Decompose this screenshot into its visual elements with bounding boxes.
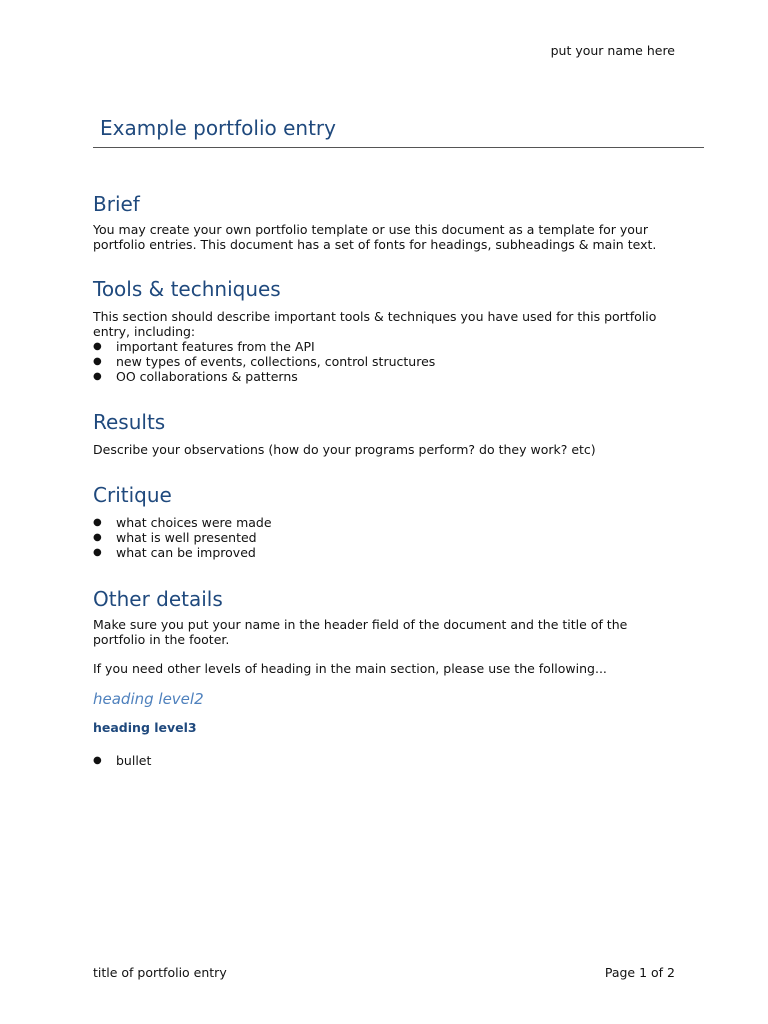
bullet-icon: ● bbox=[93, 356, 102, 367]
section-heading-other-details: Other details bbox=[93, 587, 223, 611]
footer-title: title of portfolio entry bbox=[93, 965, 227, 980]
list-item: ● new types of events, collections, control structures bbox=[93, 354, 436, 369]
section-heading-results: Results bbox=[93, 410, 166, 434]
list-item: ● OO collaborations & patterns bbox=[93, 369, 298, 384]
tools-bullet-list bbox=[93, 339, 683, 384]
section-heading-tools: Tools & techniques bbox=[93, 277, 281, 301]
critique-bullet-list bbox=[93, 515, 683, 560]
bullet-icon: ● bbox=[93, 547, 102, 558]
results-paragraph: Describe your observations (how do your programs perform? do they work? etc) bbox=[93, 442, 596, 457]
bullet-icon: ● bbox=[93, 532, 102, 543]
brief-paragraph: You may create your own portfolio template or use this document as a template for your portfolio entries. This document has a set of fonts for headings, subheadings & main text. bbox=[93, 222, 657, 252]
list-item: ● what can be improved bbox=[93, 545, 256, 560]
section-heading-brief: Brief bbox=[93, 192, 140, 216]
other-details-paragraph-2: If you need other levels of heading in the main section, please use the following... bbox=[93, 661, 607, 676]
title-underline bbox=[93, 147, 704, 148]
sample-heading-level2: heading level2 bbox=[93, 690, 204, 708]
footer-page-number: Page 1 of 2 bbox=[604, 965, 675, 980]
bullet-icon: ● bbox=[93, 517, 102, 528]
tools-intro-paragraph: This section should describe important tools & techniques you have used for this portfolio entry, including: bbox=[93, 309, 657, 339]
document-body bbox=[93, 190, 683, 768]
list-item: ● important features from the API bbox=[93, 339, 315, 354]
header-author-name: put your name here bbox=[550, 43, 675, 58]
bullet-icon: ● bbox=[93, 371, 102, 382]
list-item: ● bullet bbox=[93, 753, 152, 768]
list-item: ● what is well presented bbox=[93, 530, 257, 545]
bullet-icon: ● bbox=[93, 755, 102, 766]
sample-bullet-list bbox=[93, 753, 683, 768]
document-title: Example portfolio entry bbox=[100, 116, 336, 140]
sample-heading-level3: heading level3 bbox=[93, 720, 197, 735]
bullet-icon: ● bbox=[93, 341, 102, 352]
list-item: ● what choices were made bbox=[93, 515, 272, 530]
section-heading-critique: Critique bbox=[93, 483, 172, 507]
other-details-paragraph-1: Make sure you put your name in the header field of the document and the title of the portfolio in the footer. bbox=[93, 617, 628, 647]
